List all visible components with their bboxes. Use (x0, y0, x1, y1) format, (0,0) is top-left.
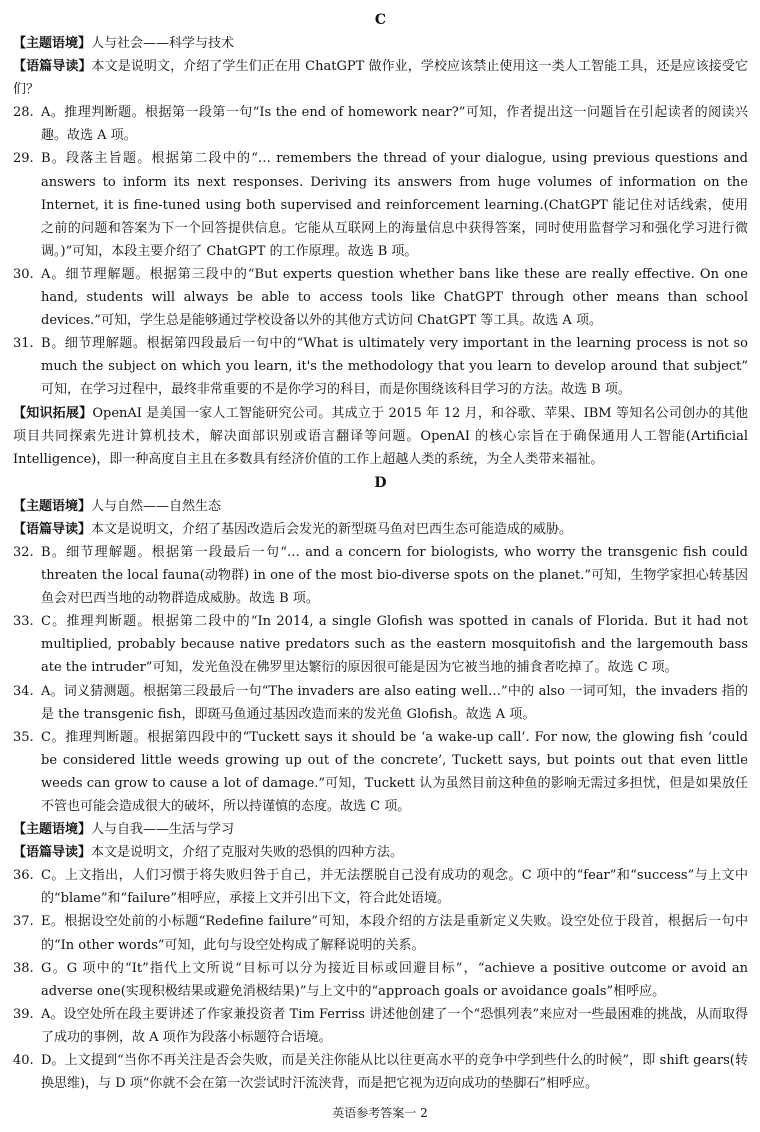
theme-tag: 【主题语境】 (13, 498, 92, 514)
guide-tag: 【语篇导读】 (13, 845, 92, 861)
question-item (13, 864, 748, 910)
question-number: 28. (13, 105, 34, 121)
question-item (13, 541, 748, 610)
guide-line (13, 518, 748, 541)
guide-tag: 【语篇导读】 (13, 521, 92, 537)
theme-tag: 【主题语境】 (13, 822, 92, 838)
theme-text: 人与自然——自然生态 (91, 498, 222, 514)
question-answer: A。设空处所在段主要讲述了作家兼投资者 Tim Ferriss 讲述他创建了一个“恐惧列表”来应对一些最困难的挑战，从而取得了成功的事例，故 A 项作为段落小标题符合语境。 (41, 1006, 748, 1045)
section-c-title: C (374, 12, 387, 28)
question-item (13, 147, 748, 262)
question-answer: B。细节理解题。根据第四段最后一句中的“What is ultimately very important in the learning process is not so much the subject on which you learn, it's the methodology that you learn to develop around that subject” 可知，在学习过程中，最终非常重要的不是你学习的科目，而是你围绕该科目学习的方法。故选 B 项。 (41, 336, 748, 398)
question-answer: C。上文指出，人们习惯于将失败归咎于自己，并无法摆脱自己没有成功的观念。C 项中的“fear”和“success”与上文中的“blame”和“failure”相呼应，承接上文并引出下文，符合此处语境。 (41, 868, 748, 907)
question-number: 36. (13, 868, 34, 884)
question-answer: B。细节理解题。根据第一段最后一句“… and a concern for biologists, who worry the transgenic fish could threaten the local fauna(动物群) in one of the most bio-diverse spots on the planet.”可知，生物学家担心转基因鱼会对巴西当地的动物群造成威胁。故选 B 项。 (41, 544, 748, 607)
question-item (13, 332, 748, 401)
guide-tag: 【语篇导读】 (13, 59, 92, 75)
question-number: 34. (13, 683, 34, 699)
question-item (13, 726, 748, 818)
question-item (13, 101, 748, 147)
question-number: 29. (13, 151, 34, 167)
question-item (13, 1049, 748, 1095)
question-item (13, 263, 748, 332)
theme-text: 人与社会——科学与技术 (91, 36, 235, 51)
theme-line (13, 495, 748, 518)
knowledge-line (13, 402, 748, 471)
guide-line (13, 55, 748, 101)
theme-line (13, 818, 748, 841)
question-number: 32. (13, 544, 34, 560)
guide-text: 本文是说明文，介绍了学生们正在用 ChatGPT 做作业，学校应该禁止使用这一类人工智能工具，还是应该接受它们？ (13, 59, 748, 98)
question-answer: G。G 项中的“It”指代上文所说“目标可以分为接近目标或回避目标”，“achieve a positive outcome or avoid an adverse one(实现积极结果或避免消极结果)”与上文中的“approach goals or avoidance goals”相呼应。 (41, 960, 748, 999)
question-item (13, 610, 748, 679)
question-number: 30. (13, 266, 34, 282)
question-item (13, 1003, 748, 1049)
question-number: 39. (13, 1006, 34, 1022)
question-answer: C。推理判断题。根据第二段中的“In 2014, a single Glofish was spotted in canals of Florida. But it had not multiplied, probably because native predators such as the eastern mosquitofish and the largemouth bass ate the intruder”可知，发光鱼没在佛罗里达繁衍的原因很可能是因为它被当地的捕食者吃掉了。故选 C 项。 (41, 614, 748, 676)
question-answer: E。根据设空处前的小标题“Redefine failure”可知，本段介绍的方法是重新定义失败。设空处位于段首，根据后一句中的“In other words”可知，此句与设空处构成了解释说明的关系。 (41, 914, 748, 953)
question-answer: A。细节理解题。根据第三段中的“But experts question whether bans like these are really effective. On one hand, students will always be able to access tools like ChatGPT through other means than school devices.”可知，学生总是能够通过学校设备以外的其他方式访问 ChatGPT 等工具。故选 A 项。 (41, 266, 748, 329)
section-d-title: D (374, 474, 387, 491)
question-answer: A。推理判断题。根据第一段第一句“Is the end of homework near?”可知，作者提出这一问题旨在引起读者的阅读兴趣。故选 A 项。 (41, 105, 748, 144)
knowledge-tag: 【知识拓展】 (13, 405, 93, 421)
theme-text: 人与自我——生活与学习 (91, 822, 235, 838)
theme-tag: 【主题语境】 (13, 36, 92, 51)
knowledge-text: OpenAI 是美国一家人工智能研究公司。其成立于 2015 年 12 月，和谷歌、苹果、IBM 等知名公司创办的其他项目共同探索先进计算机技术，解决面部识别或语言翻译等问题。OpenAI 的核心宗旨在于确保通用人工智能(Artificial Intelligence)，即一种高度自主且在多数具有经济价值的工作上超越人类的系统，为全人类带来福祉。 (13, 405, 748, 467)
question-number: 37. (13, 914, 34, 930)
guide-line (13, 841, 748, 864)
question-number: 33. (13, 614, 34, 630)
page-footer: 英语参考答案一 2 (332, 1106, 428, 1120)
question-item (13, 910, 748, 956)
guide-text: 本文是说明文，介绍了克服对失败的恐惧的四种方法。 (91, 845, 404, 861)
question-number: 31. (13, 336, 34, 352)
question-answer: C。推理判断题。根据第四段中的“Tuckett says it should be ‘a wake-up call’. For now, the glowing fish ‘could be considered little weeds growing up out of the concrete’, Tuckett says, but points out that even little weeds can grow to cause a lot of damage.”可知，Tuckett 认为虽然目前这种鱼的影响无需过多担忧，但是如果放任不管也可能会造成很大的破坏，所以持谨慎的态度。故选 C 项。 (41, 729, 748, 814)
question-answer: D。上文提到“当你不再关注是否会失败，而是关注你能从比以往更高水平的竞争中学到些什么的时候”，即 shift gears(转换思维)，与 D 项“你就不会在第一次尝试时汗流浃背，而是把它视为迈向成功的垫脚石”相呼应。 (41, 1053, 748, 1092)
question-answer: A。词义猜测题。根据第三段最后一句“The invaders are also eating well…”中的 also 一词可知，the invaders 指的是 the transgenic fish，即斑马鱼通过基因改造而来的发光鱼 Glofish。故选 A 项。 (41, 683, 748, 722)
question-item (13, 957, 748, 1003)
question-number: 35. (13, 729, 34, 745)
question-number: 38. (13, 960, 34, 976)
question-item (13, 680, 748, 726)
guide-text: 本文是说明文，介绍了基因改造后会发光的新型斑马鱼对巴西生态可能造成的威胁。 (91, 521, 573, 537)
question-answer: B。段落主旨题。根据第二段中的“… remembers the thread of your dialogue, using previous questions and answers to inform its next responses. Deriving its answers from huge volumes of information on the Internet, it is fine-tuned using both supervised and reinforcement learning.(ChatGPT 能记住对话线索，使用之前的问题和答案为下一个回答提供信息。它能从互联网上的海量信息中获得答案，同时使用监督学习和强化学习进行微调。)”可知，本段主要介绍了 ChatGPT 的工作原理。故选 B 项。 (41, 151, 748, 259)
theme-line (13, 32, 748, 55)
question-number: 40. (13, 1053, 34, 1069)
